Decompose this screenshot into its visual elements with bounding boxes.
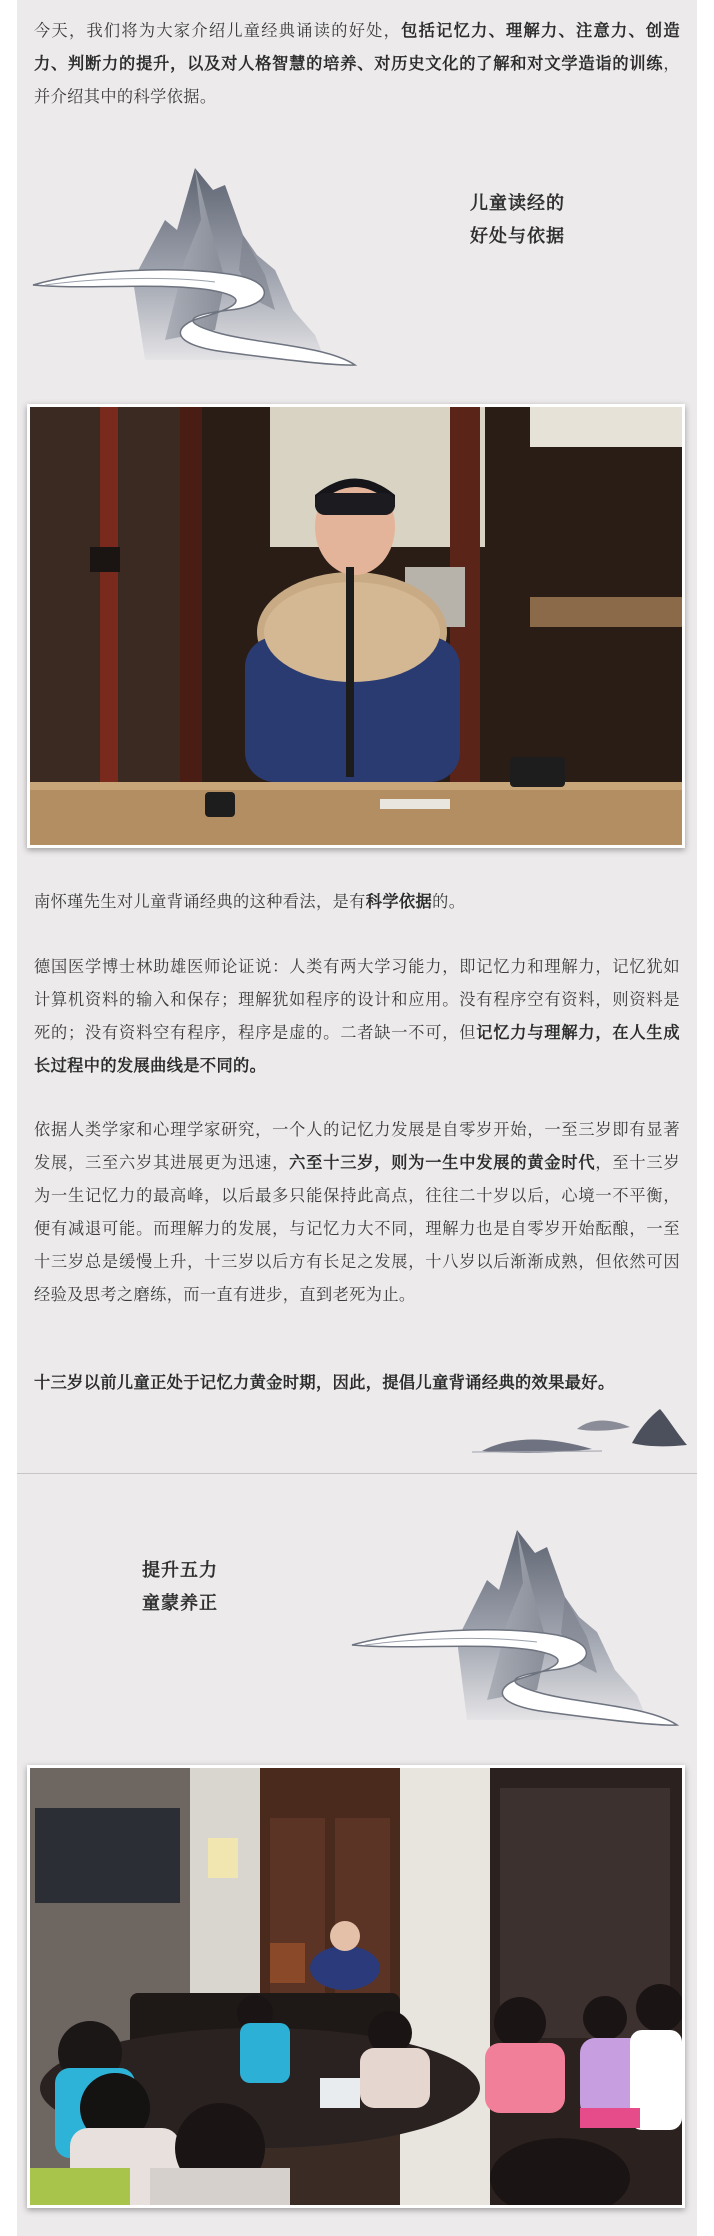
p3-text-2: ，至十三岁为一生记忆力的最高峰，以后最多只能保持此高点，往往二十岁以后，心境一不平衡，便有减退可能。而理解力的发展，与记忆力大不同，理解力也是自零岁开始酝酿，一至十三岁总是缓慢上升，十三岁以后方有长足之发展，十八岁以后渐渐成熟，但依然可因经验及思考之磨练，而一直有进步，直到老死为止。 bbox=[34, 1153, 681, 1304]
p2-text-1: 德国医学博士林助雄医师论证说：人类有两大学习能力，即记忆力和理解力，记忆犹如计算机资料的输入和保存；理解犹如程序的设计和应用。没有程序空有资料，则资料是死的；没有资料空有程序，程序是虚的。二者缺一不可，但 bbox=[34, 957, 680, 1042]
paragraph-conclusion bbox=[34, 1366, 680, 1399]
section2-title-line-2: 童蒙养正 bbox=[142, 1593, 218, 1614]
section-title-line-1: 儿童读经的 bbox=[470, 193, 565, 214]
paragraph-scientific-basis bbox=[34, 885, 680, 918]
section2-title-line-1: 提升五力 bbox=[142, 1560, 218, 1581]
p2-bold-1: 记忆力与理解力，在人生成长过程中的发展曲线是不同的。 bbox=[34, 1023, 680, 1075]
photo-children-class bbox=[27, 1765, 685, 2208]
section-title-line-2: 好处与依据 bbox=[470, 226, 565, 247]
p3-text-1: 依据人类学家和心理学家研究，一个人的记忆力发展是自零岁开始，一至三岁即有显著发展，三至六岁其进展更为迅速， bbox=[34, 1120, 680, 1172]
paragraph-development-research bbox=[34, 1113, 680, 1311]
section-title-benefits bbox=[470, 187, 565, 253]
photo-master-nan bbox=[27, 404, 685, 848]
intro-bold-1: 包括记忆力、理解力、注意力、创造力、判断力的提升，以及对人格智慧的培养、对历史文化的了解和对文学造诣的训练 bbox=[34, 21, 680, 73]
p1-bold-1: 科学依据 bbox=[365, 892, 433, 911]
paragraph-memory-understanding bbox=[34, 950, 680, 1082]
intro-text-1: 今天，我们将为大家介绍儿童经典诵读的好处， bbox=[34, 21, 402, 40]
p4-bold-1: 十三岁以前儿童正处于记忆力黄金时期，因此，提倡儿童背诵经典的效果最好。 bbox=[34, 1373, 615, 1392]
intro-paragraph bbox=[34, 14, 680, 113]
ink-mountain-illustration-2 bbox=[347, 1525, 697, 1750]
intro-text-2: ，并介绍其中的科学依据。 bbox=[34, 54, 680, 106]
p1-text-1: 南怀瑾先生对儿童背诵经典的这种看法，是有 bbox=[34, 892, 366, 911]
p1-text-2: 的。 bbox=[432, 892, 466, 911]
small-ink-mountains-icon bbox=[472, 1405, 692, 1455]
p3-bold-1: 六至十三岁，则为一生中发展的黄金时代 bbox=[289, 1153, 596, 1172]
article-page bbox=[17, 0, 697, 2236]
section-title-five-abilities bbox=[142, 1554, 218, 1620]
ink-mountain-illustration bbox=[25, 160, 385, 390]
section-divider bbox=[17, 1473, 697, 1474]
